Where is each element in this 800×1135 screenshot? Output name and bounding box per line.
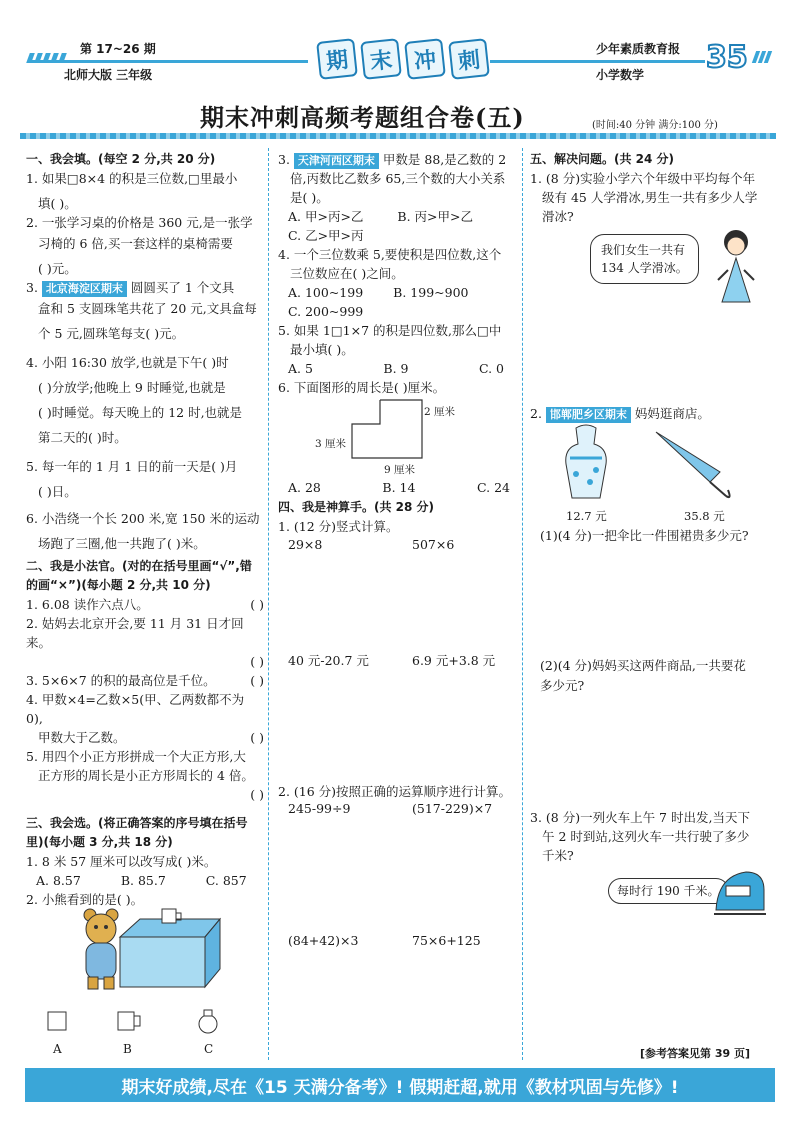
option-b-cup-icon	[118, 1012, 140, 1030]
banner-char: 期	[316, 38, 358, 80]
question-text: 填( )。	[38, 196, 77, 211]
price-label: 12.7 元	[566, 509, 607, 523]
question-text: 6. 下面图形的周长是( )厘米。	[278, 380, 446, 395]
calc-item: (84+42)×3	[288, 933, 359, 948]
column-divider	[268, 148, 269, 1060]
options	[278, 359, 518, 378]
column-3	[530, 150, 770, 226]
section-4-heading: 四、我是神算手。(共 28 分)	[278, 500, 435, 514]
bubble-text: 我们女生一共有	[601, 243, 686, 257]
answer-blank[interactable]: ( )	[250, 597, 264, 612]
question-text: 午 2 时到站,这列火车一共行驶了多少	[542, 829, 750, 844]
question-text: 1. 如果□8×4 的积是三位数,□里最小	[26, 171, 238, 186]
footer-banner: 期末好成绩,尽在《15 天满分备考》! 假期赶超,就用《教材巩固与先修》!	[25, 1068, 775, 1102]
question-text: ( )元。	[38, 261, 77, 276]
calc-item: (517-229)×7	[412, 801, 493, 816]
banner-char: 末	[360, 38, 402, 80]
section-3-heading: 三、我会选。(将正确答案的序号填在括号	[26, 816, 248, 830]
speech-bubble: 每时行 190 千米。	[608, 878, 729, 904]
umbrella-icon	[650, 426, 740, 502]
calc-item: 75×6+125	[412, 933, 481, 948]
speech-bubble	[590, 234, 699, 284]
edition: 北师大版 三年级	[64, 68, 153, 82]
option-label[interactable]: C	[204, 1042, 214, 1056]
question-text: 1. (8 分)实验小学六个年级中平均每个年	[530, 171, 756, 186]
option[interactable]: C. 24	[477, 480, 510, 495]
option[interactable]: A. 28	[288, 480, 321, 495]
question-text: 是( )。	[290, 190, 329, 205]
question-text: 三位数应在( )之间。	[290, 266, 404, 281]
column-1: 一、我会填。(每空 2 分,共 20 分) 1. 如果□8×4 的积是三位数,□里最小 填( )。 2. 一张学习桌的价格是 360 元,是一张学 习椅的 6 倍,买一套这样的桌椅需要 ( )元。 3. 北京海淀区期末 圆圆买了 1 个文具 盒和 5 支圆珠笔共花了 20 元,文具盒每 个 5 元,圆珠笔每支( )元。 4. 小阳 16:30 放学,也就是下午( )时 ( )分放学;他晚上 9 时睡觉,也就是 ( )时睡觉。每天晚上的 12 时,也就是 第二天的( )时。 5. 每一年的 1 月 1 日的前一天是( )月 ( )日。 6. 小浩绕一个长 200 米,宽 150 米的运动 场跑了三圈,他一共跑了( )米。 二、我是小法官。(对的在括号里画“√”,错 的画“×”)(每小题 2 分,共 10 分) 1. 6.08 读作六点八。 ( ) 2. 姑妈去北京开会,要 11 月 31 日才回来。 ( ) 3. 5×6×7 的积的最高位是千位。 ( ) 4. 甲数×4=乙数×5(甲、乙两数都不为 0), 甲数大于乙数。 ( ) 5. 用四个小正方形拼成一个大正方形,大 正方形的周长是小正方形周长的 4 倍。 ( ) 三、我会选。(将正确答案的序号填在括号 里)(每小题 3 分,共 18 分) 1. 8 米 57 厘米可以改写成( )米。 A. 8.57 B. 85.7 C. 857 2. 小熊看到的是( )。	[26, 152, 264, 907]
banner-char: 刺	[448, 38, 490, 80]
option-c-circle-icon	[199, 1010, 217, 1033]
question-text: 5. 用四个小正方形拼成一个大正方形,大	[26, 749, 246, 764]
calc-item: 507×6	[412, 537, 455, 552]
answer-blank[interactable]: ( )	[250, 654, 264, 669]
newspaper-name: 少年素质教育报	[596, 42, 681, 56]
subject: 小学数学	[596, 68, 645, 82]
title-divider	[20, 133, 776, 139]
step-shape-figure	[350, 398, 426, 462]
time-note: (时间:40 分钟 满分:100 分)	[592, 120, 718, 131]
options	[278, 283, 518, 302]
section-4	[278, 498, 518, 536]
question-text: 千米?	[542, 848, 574, 863]
column-2: 3. 天津河西区期末 甲数是 88,是乙数的 2 倍,丙数比乙数多 65,三个数的大小关系 是( )。 A. 甲>丙>乙 B. 丙>甲>乙 C. 乙>甲>丙 4. 一个三位数乘 5,要使积是四位数,这个 三位数应在( )之间。 A. 100~199 B. 199~900 C. 200~999 5. 如果 1□1×7 的积是四位数,那么□中 最小填( )。 A. 5 B. 9 C. 0 6. 下面图形的周长是( )厘米。	[278, 150, 518, 397]
question-text: 甲数大于乙数。	[38, 730, 126, 745]
option[interactable]: B. 丙>甲>乙	[397, 209, 474, 224]
question-text: 5. 每一年的 1 月 1 日的前一天是( )月	[26, 459, 238, 474]
question-text: 2. 小熊看到的是( )。	[26, 892, 144, 907]
question-text: 多少元?	[540, 678, 585, 693]
option-label[interactable]: A	[53, 1042, 62, 1056]
options	[278, 207, 518, 226]
price-label: 35.8 元	[684, 509, 725, 523]
question-text: 2. 一张学习桌的价格是 360 元,是一张学	[26, 215, 253, 230]
question-text: 1. (12 分)竖式计算。	[278, 519, 399, 534]
dimension-label: 3 厘米	[315, 438, 347, 450]
question-text: 倍,丙数比乙数多 65,三个数的大小关系	[290, 171, 506, 186]
view-options	[40, 1008, 240, 1038]
question-text: 4. 小阳 16:30 放学,也就是下午( )时	[26, 355, 229, 370]
answer-blank[interactable]: ( )	[250, 673, 264, 688]
q3	[530, 808, 770, 865]
dimension-label: 9 厘米	[384, 464, 416, 476]
dimension-label: 2 厘米	[424, 406, 456, 418]
header-stripes-left	[28, 48, 72, 58]
question-text: ( )时睡觉。每天晚上的 12 时,也就是	[38, 405, 243, 420]
question-text: 习椅的 6 倍,买一套这样的桌椅需要	[38, 236, 233, 251]
option[interactable]: C. 857	[205, 873, 247, 888]
question-text: 个 5 元,圆珠笔每支( )元。	[38, 326, 185, 341]
question-text: (1)(4 分)一把伞比一件围裙贵多少元?	[540, 528, 749, 543]
column-divider	[522, 148, 523, 1060]
banner	[318, 40, 488, 78]
answer-blank[interactable]: ( )	[250, 787, 264, 802]
option[interactable]: B. 199~900	[393, 285, 469, 300]
option[interactable]: C. 0	[478, 361, 504, 376]
calc-item: 245-99÷9	[288, 801, 351, 816]
answer-blank[interactable]: ( )	[250, 730, 264, 745]
page-number: 35	[706, 40, 748, 75]
question-text: 级有 45 人学滑冰,男生一共有多少人学	[542, 190, 758, 205]
calc-item: 29×8	[288, 537, 323, 552]
header-stripes-right	[754, 48, 772, 67]
option[interactable]: B. 14	[382, 480, 416, 495]
answer-reference: [参考答案见第 39 页]	[640, 1047, 751, 1060]
question-text: 4. 甲数×4=乙数×5(甲、乙两数都不为 0),	[26, 692, 245, 726]
source-tag: 邯郸肥乡区期末	[546, 407, 631, 423]
bear-icon	[84, 909, 118, 989]
option[interactable]: B. 9	[383, 361, 409, 376]
option[interactable]: B. 85.7	[120, 873, 166, 888]
option[interactable]: C. 200~999	[288, 304, 364, 319]
question-text: 滑冰?	[542, 209, 574, 224]
option-label[interactable]: B	[123, 1042, 132, 1056]
question-text: ( )分放学;他晚上 9 时睡觉,也就是	[38, 380, 226, 395]
question-text: 甲数是 88,是乙数的 2	[382, 152, 507, 167]
question-text: 1. 8 米 57 厘米可以改写成( )米。	[26, 854, 217, 869]
apron-icon	[556, 424, 616, 504]
section-1-heading: 一、我会填。(每空 2 分,共 20 分)	[26, 152, 216, 166]
calc-item: 6.9 元+3.8 元	[412, 653, 496, 668]
question-text: 场跑了三圈,他一共跑了( )米。	[38, 536, 206, 551]
train-icon	[712, 866, 768, 918]
question-text: 最小填( )。	[290, 342, 354, 357]
question-text: 6. 小浩绕一个长 200 米,宽 150 米的运动	[26, 511, 260, 526]
question-text: 5. 如果 1□1×7 的积是四位数,那么□中	[278, 323, 502, 338]
girl-icon	[706, 226, 766, 306]
question-text: 盒和 5 支圆珠笔共花了 20 元,文具盒每	[38, 301, 257, 316]
question-text: 正方形的周长是小正方形周长的 4 倍。	[38, 768, 254, 783]
calc-item: 40 元-20.7 元	[288, 653, 369, 668]
source-tag: 北京海淀区期末	[42, 281, 127, 297]
section-2-heading: 的画“×”)(每小题 2 分,共 10 分)	[26, 578, 211, 592]
section-2-heading: 二、我是小法官。(对的在括号里画“√”,错	[26, 559, 252, 573]
option[interactable]: A. 8.57	[36, 873, 81, 888]
option-a-square-icon	[48, 1012, 66, 1030]
bear-table-illustration	[70, 905, 230, 995]
question-text: ( )日。	[38, 484, 77, 499]
option[interactable]: A. 5	[288, 361, 313, 376]
option[interactable]: A. 甲>丙>乙	[288, 209, 364, 224]
question-text: 4. 一个三位数乘 5,要使积是四位数,这个	[278, 247, 502, 262]
question-text: (2)(4 分)妈妈买这两件商品,一共要花	[540, 658, 746, 673]
bubble-text: 134 人学滑冰。	[601, 261, 688, 275]
q2-line: 2. 邯郸肥乡区期末 妈妈逛商店。	[530, 406, 710, 421]
header-rule-left	[28, 60, 308, 63]
question-text: 2. (16 分)按照正确的运算顺序进行计算。	[278, 784, 512, 799]
option[interactable]: A. 100~199	[288, 285, 364, 300]
question-text: 2. 姑妈去北京开会,要 11 月 31 日才回来。	[26, 616, 244, 650]
issue-number: 第 17~26 期	[80, 42, 156, 56]
option[interactable]: C. 乙>甲>丙	[288, 228, 364, 243]
table-icon	[120, 909, 220, 987]
question-text: 第二天的( )时。	[38, 430, 127, 445]
options	[26, 871, 264, 890]
question-text: 妈妈逛商店。	[634, 406, 710, 421]
question-text: 圆圆买了 1 个文具	[130, 280, 235, 295]
question-text: 3. (8 分)一列火车上午 7 时出发,当天下	[530, 810, 750, 825]
section-3-heading: 里)(每小题 3 分,共 18 分)	[26, 835, 173, 849]
q6-options	[288, 478, 514, 497]
question-text: 3. 5×6×7 的积的最高位是千位。	[26, 673, 216, 688]
page-title: 期末冲刺高频考题组合卷(五)	[200, 103, 525, 132]
source-tag: 天津河西区期末	[294, 153, 379, 169]
header-rule-right	[490, 60, 705, 63]
section-5-heading: 五、解决问题。(共 24 分)	[530, 152, 675, 166]
question-text: 1. 6.08 读作六点八。	[26, 597, 149, 612]
banner-char: 冲	[404, 38, 446, 80]
